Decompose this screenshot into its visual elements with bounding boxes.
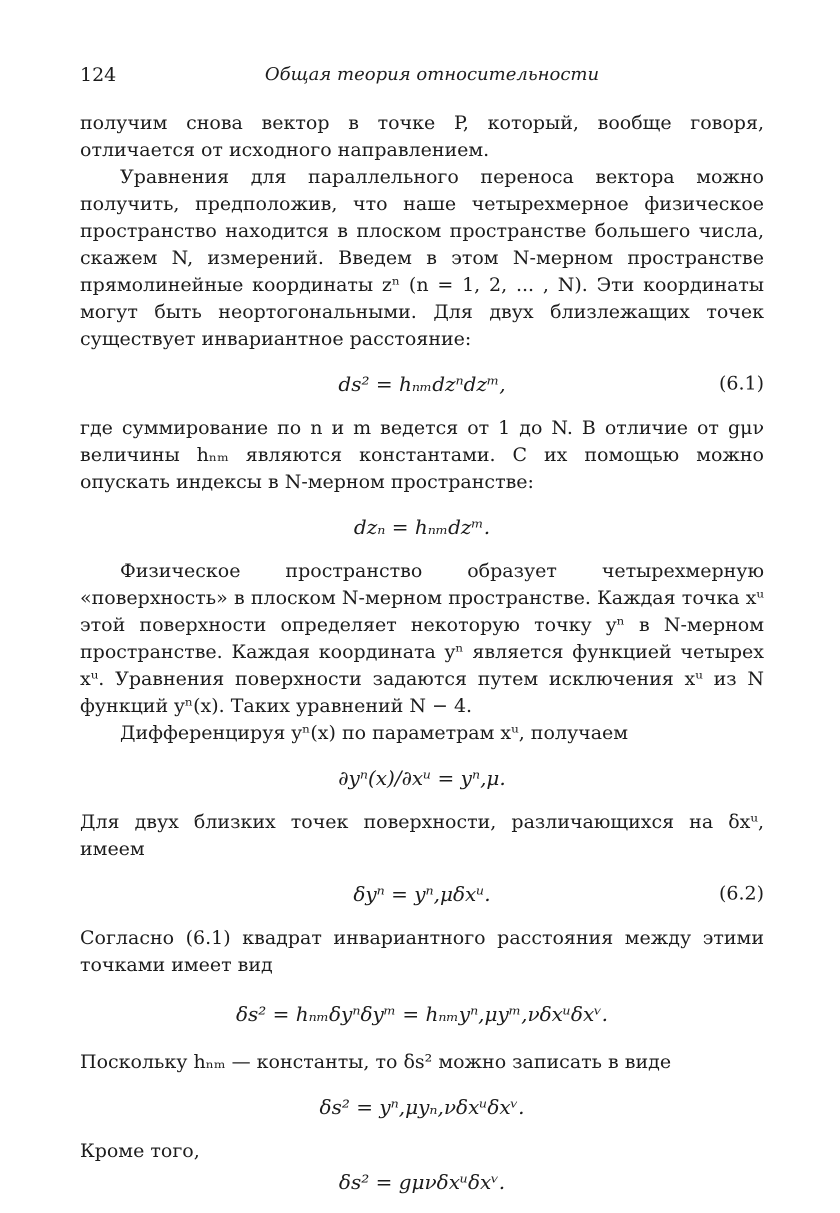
equation-6-2 (80, 863, 764, 925)
equation-ds-expanded (80, 979, 764, 1049)
equation-ds-g (80, 1151, 764, 1213)
paragraph-6: Для двух близких точек поверхности, различающихся на δxᵘ, имеем (80, 811, 764, 860)
equation-ds-expanded-formula: δs² = hₙₘδyⁿδyᵐ = hₙₘyⁿ,μyᵐ,νδxᵘδxᵛ. (235, 1001, 609, 1026)
equation-lower-index-formula: dzₙ = hₙₘdzᵐ. (353, 514, 491, 539)
equation-ds-y (80, 1076, 764, 1138)
paragraph-9: Кроме того, (80, 1140, 200, 1162)
equation-6-2-formula: δyⁿ = yⁿ,μδxᵘ. (353, 881, 491, 906)
paragraph-7: Согласно (6.1) квадрат инвариантного расстояния между этими точками имеет вид (80, 927, 764, 976)
equation-6-1 (80, 353, 764, 415)
paragraph-5: Дифференцируя yⁿ(x) по параметрам xᵘ, получаем (120, 722, 629, 744)
page-header (80, 64, 764, 94)
equation-derivative (80, 747, 764, 809)
paragraph-1: получим снова вектор в точке P, который, вообще говоря, отличается от исходного направлением. (80, 112, 764, 161)
paragraph-8: Поскольку hₙₘ — константы, то δs² можно записать в виде (80, 1051, 672, 1073)
equation-lower-index (80, 496, 764, 558)
page-body (80, 110, 764, 1213)
equation-6-1-number: (6.1) (718, 372, 764, 395)
equation-derivative-formula: ∂yⁿ(x)/∂xᵘ = yⁿ,μ. (338, 765, 506, 790)
equation-6-2-number: (6.2) (718, 882, 764, 905)
paragraph-3: где суммирование по n и m ведется от 1 до N. В отличие от gμν величины hₙₘ являются константами. С их помощью можно опускать индексы в N-мерном пространстве: (80, 417, 764, 493)
running-title: Общая теория относительности (264, 64, 600, 85)
paragraph-4: Физическое пространство образует четырехмерную «поверхность» в плоском N-мерном пространстве. Каждая точка xᵘ этой поверхности определяет некоторую точку yⁿ в N-мерном пространстве. Каждая координата yⁿ является функцией четырех xᵘ. Уравнения поверхности задаются путем исключения xᵘ из N функций yⁿ(x). Таких уравнений N − 4. (80, 560, 764, 717)
paragraph-2: Уравнения для параллельного переноса вектора можно получить, предположив, что наше четырехмерное физическое пространство находится в плоском пространстве большего числа, скажем N, измерений. Введем в этом N-мерном пространстве прямолинейные координаты zⁿ (n = 1, 2, ... , N). Эти координаты могут быть неортогональными. Для двух близлежащих точек существует инвариантное расстояние: (80, 166, 764, 350)
equation-ds-y-formula: δs² = yⁿ,μyₙ,νδxᵘδxᵛ. (319, 1094, 525, 1119)
equation-6-1-formula: ds² = hₙₘdzⁿdzᵐ, (338, 371, 506, 396)
equation-ds-g-formula: δs² = gμνδxᵘδxᵛ. (338, 1169, 506, 1194)
page-number: 124 (80, 64, 117, 86)
